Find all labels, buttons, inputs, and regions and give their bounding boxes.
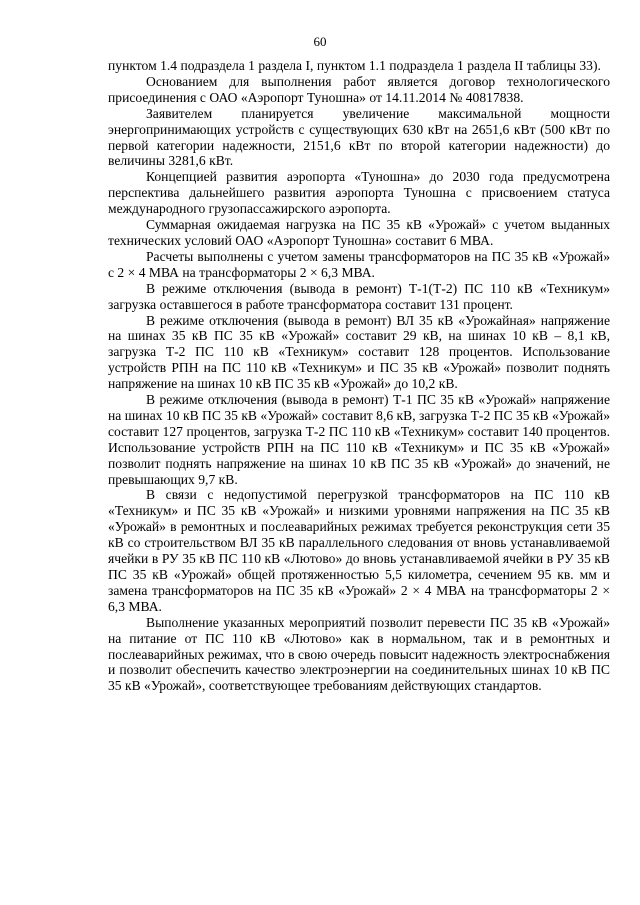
paragraph: Основанием для выполнения работ является договор технологического присоединения с ОАО «Аэропорт Туношна» от 14.11.2014 № 40817838. — [108, 73, 610, 105]
paragraph: В режиме отключения (вывода в ремонт) Т-1 ПС 35 кВ «Урожай» напряжение на шинах 10 кВ ПС 35 кВ «Урожай» составит 8,6 кВ, загрузка Т-2 ПС 35 кВ «Урожай» составит 127 процентов, загрузка Т-2 ПС 110 кВ «Техникум» составит 140 процентов. Использование устройств РПН на ПС 110 кВ «Техникум» и ПС 35 кВ «Урожай» позволит поднять напряжение на шинах 10 кВ ПС 35 кВ «Урожай» до значений, не превышающих 9,7 кВ. — [108, 392, 610, 487]
paragraph: Заявителем планируется увеличение максимальной мощности энергопринимающих устройств с существующих 630 кВт на 2651,6 кВт (500 кВт по первой категории надежности, 2151,6 кВт по второй категории надежности) до величины 3281,6 кВт. — [108, 105, 610, 169]
paragraph: Суммарная ожидаемая нагрузка на ПС 35 кВ «Урожай» с учетом выданных технических условий ОАО «Аэропорт Туношна» составит 6 МВА. — [108, 217, 610, 248]
paragraph: Расчеты выполнены с учетом замены трансформаторов на ПС 35 кВ «Урожай» с 2 × 4 МВА на трансформаторы 2 × 6,3 МВА. — [108, 248, 610, 280]
document-body — [108, 58, 610, 694]
page-number: 60 — [313, 34, 327, 49]
paragraph: Выполнение указанных мероприятий позволит перевести ПС 35 кВ «Урожай» на питание от ПС 110 кВ «Лютово» как в нормальном, так и в ремонтных и послеаварийных режимах, что в свою очередь повысит надежность электроснабжения и позволит обеспечить качество электроэнергии на соединительных шинах 10 кВ ПС 35 кВ «Урожай», соответствующее требованиям действующих стандартов. — [108, 614, 610, 694]
paragraph: В режиме отключения (вывода в ремонт) Т-1(Т-2) ПС 110 кВ «Техникум» загрузка оставшегося в работе трансформатора составит 131 процент. — [108, 280, 610, 312]
paragraph-continuation: пунктом 1.4 подраздела 1 раздела I, пунктом 1.1 подраздела 1 раздела II таблицы 33). — [108, 58, 601, 73]
paragraph: В режиме отключения (вывода в ремонт) ВЛ 35 кВ «Урожайная» напряжение на шинах 35 кВ ПС 35 кВ «Урожай» составит 29 кВ, на шинах 10 кВ – 8,1 кВ, загрузка Т-2 ПС 110 кВ «Техникум» составит 128 процентов. Использование устройств РПН на ПС 110 кВ «Техникум» и ПС 35 кВ «Урожай» позволит поднять напряжение на шинах 10 кВ ПС 35 кВ «Урожай» до 10,2 кВ. — [108, 312, 610, 392]
paragraph: В связи с недопустимой перегрузкой трансформаторов на ПС 110 кВ «Техникум» и ПС 35 кВ «Урожай» и низкими уровнями напряжения на ПС 35 кВ «Урожай» в ремонтных и послеаварийных режимах требуется реконструкция сети 35 кВ со строительством ВЛ 35 кВ параллельного следования от вновь устанавливаемой ячейки в РУ 35 кВ ПС 110 кВ «Лютово» до вновь устанавливаемой ячейки в РУ 35 кВ ПС 35 кВ «Урожай» общей протяженностью 5,5 километра, сечением 95 кв. мм и замена трансформаторов на ПС 35 кВ «Урожай» 2 × 4 МВА на трансформаторы 2 × 6,3 МВА. — [108, 487, 610, 614]
paragraph: Концепцией развития аэропорта «Туношна» до 2030 года предусмотрена перспектива дальнейшего развития аэропорта Туношна с присвоением статуса международного грузопассажирского аэропорта. — [108, 169, 610, 217]
